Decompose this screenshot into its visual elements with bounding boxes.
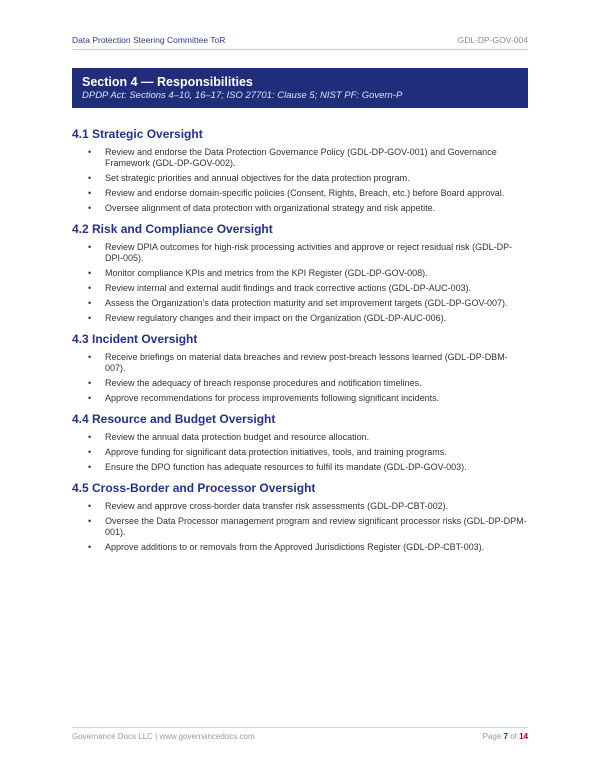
bullet-icon: • (88, 147, 92, 157)
list-item-text: Set strategic priorities and annual objectives for the data protection program. (105, 173, 410, 183)
list-item (72, 378, 528, 389)
list-item (72, 462, 528, 473)
bullet-list (72, 242, 528, 324)
list-item-text: Approve recommendations for process improvements following significant incidents. (105, 393, 440, 403)
list-item (72, 147, 528, 169)
section-title: Section 4 — Responsibilities (82, 75, 253, 89)
page-number (483, 732, 528, 741)
bullet-list (72, 147, 528, 214)
bullet-icon: • (88, 313, 92, 323)
list-item-text: Oversee alignment of data protection with organizational strategy and risk appetite. (105, 203, 436, 213)
section-heading: 4.3 Incident Oversight (72, 332, 198, 346)
list-item (72, 393, 528, 404)
list-item-text: Assess the Organization’s data protection maturity and set improvement targets (GDL-DP-GOV-007). (105, 298, 508, 308)
bullet-icon: • (88, 378, 92, 388)
section-heading: 4.5 Cross-Border and Processor Oversight (72, 481, 316, 495)
list-item (72, 516, 528, 538)
page-header (72, 35, 528, 50)
bullet-icon: • (88, 542, 92, 552)
bullet-icon: • (88, 516, 92, 526)
bullet-icon: • (88, 447, 92, 457)
list-item-text: Oversee the Data Processor management program and review significant processor risks (GDL-DP-DPM-001). (105, 516, 527, 537)
list-item (72, 268, 528, 279)
list-item-text: Approve funding for significant data protection initiatives, tools, and training programs. (105, 447, 447, 457)
section-heading: 4.4 Resource and Budget Oversight (72, 412, 276, 426)
section-heading: 4.1 Strategic Oversight (72, 127, 203, 141)
bullet-icon: • (88, 203, 92, 213)
page-current: 7 (503, 732, 508, 741)
list-item (72, 283, 528, 294)
list-item-text: Review internal and external audit findings and track corrective actions (GDL-DP-AUC-003). (105, 283, 472, 293)
list-item (72, 242, 528, 264)
bullet-icon: • (88, 242, 92, 252)
list-item-text: Review DPIA outcomes for high-risk processing activities and approve or reject residual risk (GDL-DP-DPI-005). (105, 242, 513, 263)
section-banner (72, 68, 528, 108)
bullet-icon: • (88, 432, 92, 442)
list-item (72, 542, 528, 553)
header-document-id: GDL-DP-GOV-004 (457, 35, 528, 45)
list-item (72, 432, 528, 443)
list-item-text: Review and approve cross-border data transfer risk assessments (GDL-DP-CBT-002). (105, 501, 449, 511)
footer-company: Governance Docs LLC | www.governancedocs.com (72, 732, 255, 741)
page-total: 14 (519, 732, 528, 741)
list-item (72, 173, 528, 184)
list-item-text: Review regulatory changes and their impact on the Organization (GDL-DP-AUC-006). (105, 313, 447, 323)
list-item (72, 203, 528, 214)
section-heading: 4.2 Risk and Compliance Oversight (72, 222, 273, 236)
list-item-text: Ensure the DPO function has adequate resources to fulfil its mandate (GDL-DP-GOV-003). (105, 462, 467, 472)
list-item-text: Receive briefings on material data breaches and review post-breach lessons learned (GDL-DP-DBM-007). (105, 352, 508, 373)
page-label: Page (482, 732, 502, 741)
document-body (72, 127, 528, 561)
list-item-text: Review the annual data protection budget and resource allocation. (105, 432, 370, 442)
list-item (72, 501, 528, 512)
list-item (72, 447, 528, 458)
bullet-icon: • (88, 462, 92, 472)
list-item-text: Review the adequacy of breach response procedures and notification timelines. (105, 378, 422, 388)
list-item-text: Monitor compliance KPIs and metrics from the KPI Register (GDL-DP-GOV-008). (105, 268, 428, 278)
list-item (72, 298, 528, 309)
page-of: of (510, 732, 517, 741)
bullet-icon: • (88, 188, 92, 198)
header-document-title: Data Protection Steering Committee ToR (72, 35, 226, 45)
bullet-list (72, 501, 528, 553)
bullet-icon: • (88, 298, 92, 308)
list-item (72, 313, 528, 324)
bullet-list (72, 432, 528, 473)
bullet-icon: • (88, 501, 92, 511)
page-footer (72, 727, 528, 741)
section-reference: DPDP Act: Sections 4–10, 16–17; ISO 27701: Clause 5; NIST PF: Govern-P (82, 90, 403, 101)
list-item-text: Review and endorse domain-specific policies (Consent, Rights, Breach, etc.) before Board approval. (105, 188, 505, 198)
bullet-icon: • (88, 268, 92, 278)
bullet-icon: • (88, 283, 92, 293)
bullet-list (72, 352, 528, 404)
bullet-icon: • (88, 393, 92, 403)
bullet-icon: • (88, 173, 92, 183)
list-item-text: Review and endorse the Data Protection Governance Policy (GDL-DP-GOV-001) and Governance Framework (GDL-DP-GOV-002). (105, 147, 497, 168)
list-item (72, 188, 528, 199)
list-item (72, 352, 528, 374)
list-item-text: Approve additions to or removals from the Approved Jurisdictions Register (GDL-DP-CBT-003). (105, 542, 485, 552)
bullet-icon: • (88, 352, 92, 362)
